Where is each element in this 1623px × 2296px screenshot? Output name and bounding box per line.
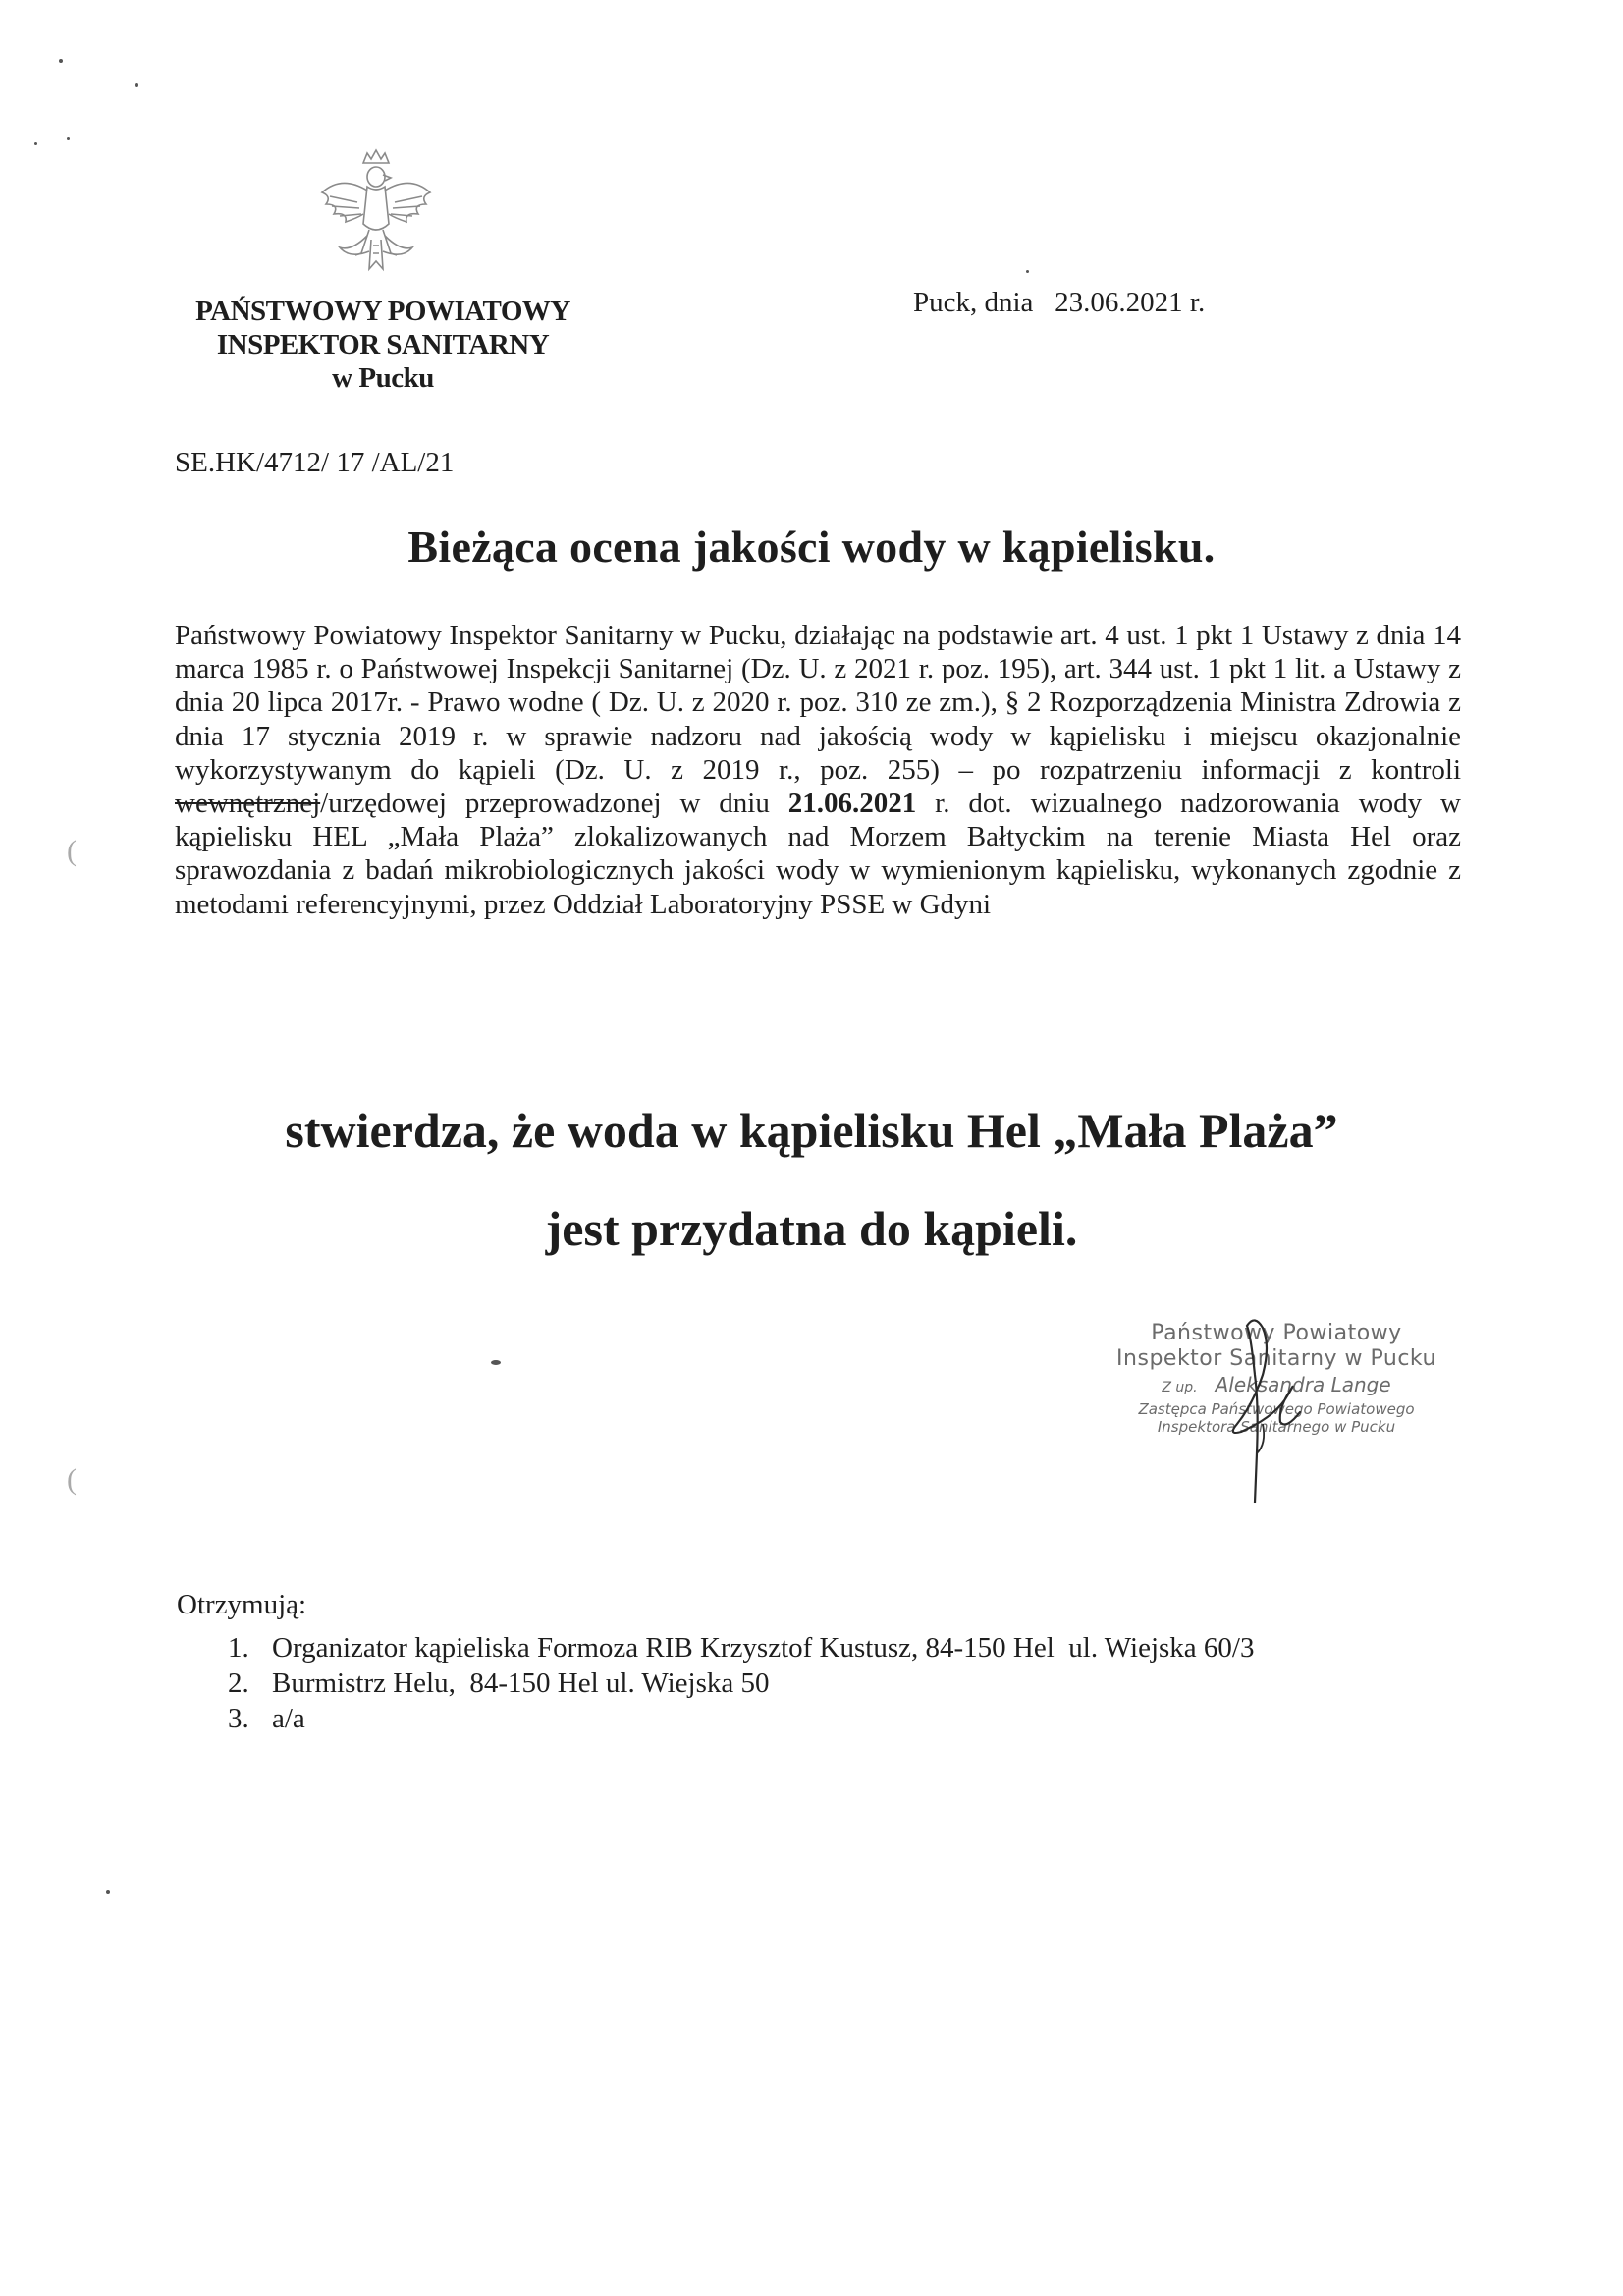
stamp-role-1: Zastępca Państwowego Powiatowego — [1138, 1400, 1415, 1418]
recipients-list — [228, 1630, 1254, 1736]
authority-line-2: INSPEKTOR SANITARNY — [216, 329, 550, 360]
body-text-part-1: Państwowy Powiatowy Inspektor Sanitarny w Pucku, działając na podstawie art. 4 ust. 1 pkt 1 Ustawy z dnia 14 marca 1985 r. o Państwowej Inspekcji Sanitarnej (Dz. U. z 2021 r. poz. 195), art. 344 ust. 1 pkt 1 lit. a Ustawy z dnia 20 lipca 2017r. - Prawo wodne ( Dz. U. z 2020 r. poz. 310 ze zm.), § 2 Rozporządzenia Ministra Zdrowia z dnia 17 stycznia 2019 r. w sprawie nadzoru nad jakością wody w kąpielisku i miejscu okazjonalnie wykorzystywanym do kąpieli (Dz. U. z 2019 r., poz. 255) – po rozpatrzeniu informacji z kontroli — [175, 620, 1461, 786]
decision-line-2: jest przydatna do kąpieli. — [545, 1201, 1078, 1256]
stamp-line-1: Państwowy Powiatowy — [1151, 1321, 1402, 1345]
list-item: 2. Burmistrz Helu, 84-150 Hel ul. Wiejska 50 — [228, 1667, 770, 1699]
decision-line-1: stwierdza, że woda w kąpielisku Hel „Mała Plaża” — [285, 1103, 1338, 1158]
recipients-label: Otrzymują: — [177, 1589, 307, 1620]
eagle-emblem-icon — [312, 145, 440, 279]
scan-mark: ( — [67, 835, 77, 867]
list-item: 3. a/a — [228, 1703, 305, 1734]
scan-speck — [67, 137, 70, 140]
authority-line-3: w Pucku — [332, 362, 434, 394]
inspection-date: 21.06.2021 — [787, 788, 917, 820]
scan-speck — [34, 142, 37, 145]
scan-speck — [491, 1360, 501, 1365]
reference-number: SE.HK/4712/ 17 /AL/21 — [175, 447, 455, 478]
stamp-line-2: Inspektor Sanitarny w Pucku — [1116, 1346, 1436, 1371]
authority-line-1: PAŃSTWOWY POWIATOWY — [195, 296, 570, 327]
struck-word: wewnętrznej — [175, 788, 321, 820]
stamp-name: Aleksandra Lange — [1215, 1373, 1391, 1396]
stamp-zup: Z up. — [1162, 1380, 1198, 1395]
scan-speck — [1026, 270, 1029, 273]
scan-speck — [59, 59, 63, 63]
stamp-role-2: Inspektora Sanitarnego w Pucku — [1157, 1418, 1396, 1436]
scan-speck — [135, 83, 138, 87]
document-title: Bieżąca ocena jakości wody w kąpielisku. — [407, 521, 1216, 572]
document-date: Puck, dnia 23.06.2021 r. — [913, 287, 1206, 318]
body-text-part-3: r. dot. wizualnego nadzorowania wody w kąpielisku HEL „Mała Plaża” zlokalizowanych nad Morzem Bałtyckim na terenie Miasta Hel oraz sprawozdania z badań mikrobiologicznych jakości wody w wymienionym kąpielisku, wykonanych zgodnie z metodami referencyjnymi, przez Oddział Laboratoryjny PSSE w Gdyni — [175, 788, 1461, 920]
list-item: 1. Organizator kąpieliska Formoza RIB Krzysztof Kustusz, 84-150 Hel ul. Wiejska 60/3 — [228, 1632, 1255, 1664]
scan-mark: ( — [67, 1463, 77, 1496]
issuing-authority — [147, 295, 619, 395]
body-paragraph — [175, 619, 1461, 921]
scan-speck — [106, 1890, 110, 1894]
body-text-part-2: /urzędowej przeprowadzonej w dniu — [320, 788, 788, 820]
handwritten-signature — [1198, 1306, 1335, 1512]
